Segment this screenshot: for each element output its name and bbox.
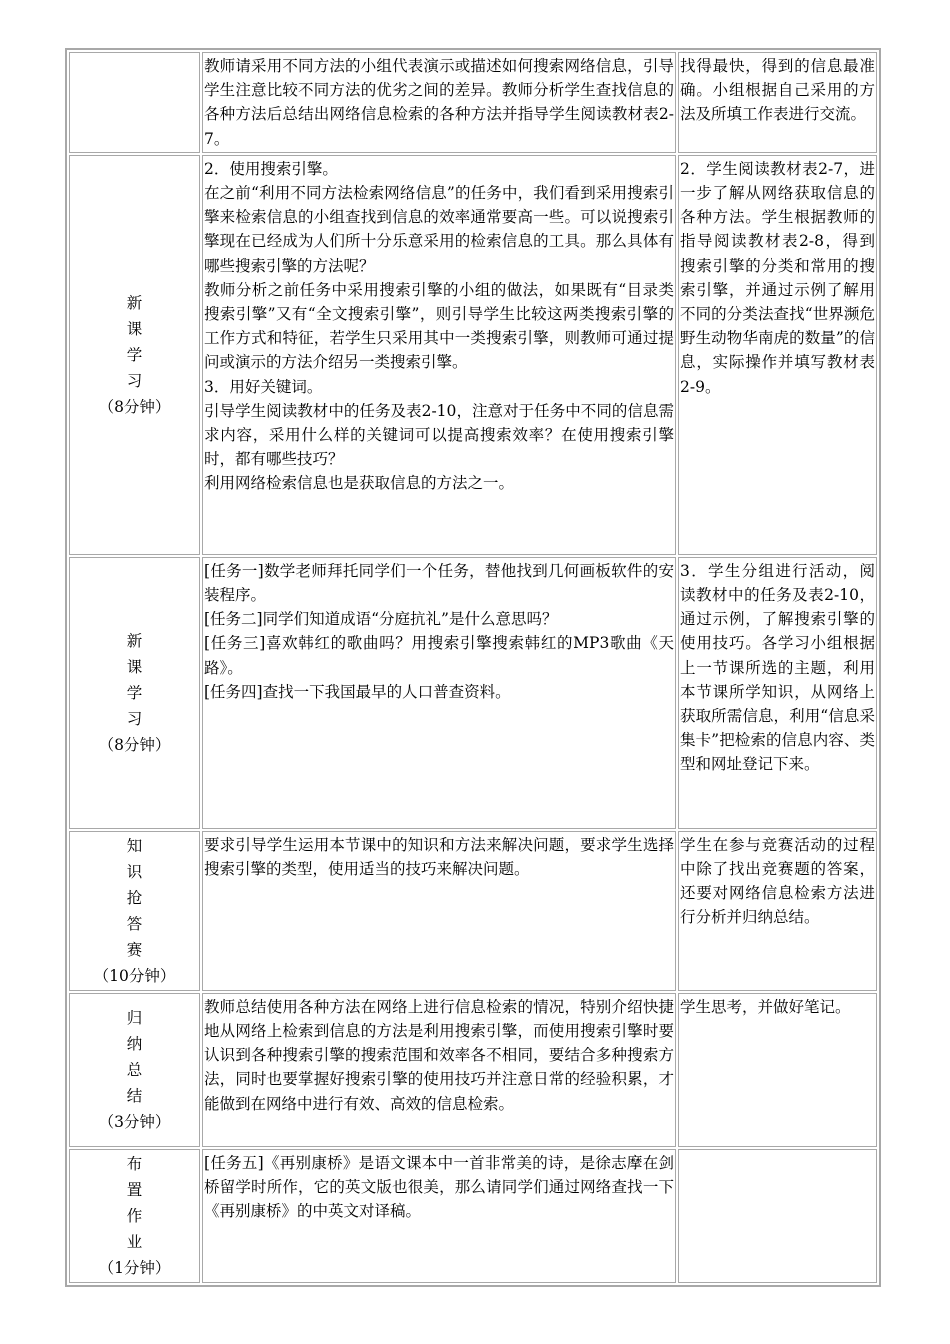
stage-char: 学 <box>126 345 143 364</box>
stage-cell <box>69 831 200 991</box>
stage-label <box>71 1151 198 1281</box>
stage-char: 新 <box>126 293 143 312</box>
student-activity-cell <box>678 993 877 1147</box>
teacher-activity-cell <box>202 993 676 1147</box>
teacher-paragraph: 3．用好关键词。 <box>204 377 323 396</box>
lesson-plan-table <box>65 48 881 1287</box>
teacher-activity-cell <box>202 52 676 153</box>
stage-cell <box>69 155 200 555</box>
stage-char: 纳 <box>126 1034 143 1053</box>
stage-cell <box>69 52 200 153</box>
stage-cell <box>69 993 200 1147</box>
teacher-paragraph: 要求引导学生运用本节课中的知识和方法来解决问题，要求学生选择搜索引擎的类型，使用适当的技巧来解决问题。 <box>204 835 674 879</box>
stage-duration: （8分钟） <box>98 735 171 754</box>
teacher-paragraph: 教师分析之前任务中采用搜索引擎的小组的做法，如果既有“目录类搜索引擎”又有“全文搜索引擎”，则引导学生比较这两类搜索引擎的工作方式和特征，若学生只采用其中一类搜索引擎，则教师可通过提问或演示的方法介绍另一类搜索引擎。 <box>204 280 674 372</box>
stage-duration: （10分钟） <box>93 966 176 985</box>
table-row <box>69 1149 877 1283</box>
table-row <box>69 831 877 991</box>
teacher-paragraph: 2．使用搜索引擎。 <box>204 159 338 178</box>
stage-char: 习 <box>126 709 143 728</box>
stage-label <box>71 833 198 989</box>
student-paragraph: 找得最快，得到的信息最准确。小组根据自己采用的方法及所填工作表进行交流。 <box>680 57 875 124</box>
stage-char: 课 <box>126 319 143 338</box>
student-paragraph: 学生思考，并做好笔记。 <box>680 997 851 1016</box>
stage-cell <box>69 557 200 829</box>
stage-char: 答 <box>126 914 143 933</box>
teacher-activity-cell <box>202 831 676 991</box>
student-paragraph: 学生在参与竞赛活动的过程中除了找出竞赛题的答案，还要对网络信息检索方法进行分析并归纳总结。 <box>680 835 875 927</box>
stage-char: 新 <box>126 631 143 650</box>
stage-duration: （3分钟） <box>98 1112 171 1131</box>
stage-char: 学 <box>126 683 143 702</box>
stage-char: 结 <box>126 1086 143 1105</box>
stage-char: 抢 <box>126 888 143 907</box>
teacher-paragraph: 教师请采用不同方法的小组代表演示或描述如何搜索网络信息，引导学生注意比较不同方法的优劣之间的差异。教师分析学生查找信息的各种方法后总结出网络信息检索的各种方法并指导学生阅读教材表2-7。 <box>204 57 674 148</box>
teacher-paragraph: [任务四]查找一下我国最早的人口普查资料。 <box>204 682 511 701</box>
teacher-activity-cell <box>202 155 676 555</box>
stage-char: 置 <box>126 1180 143 1199</box>
table-row <box>69 557 877 829</box>
stage-char: 布 <box>126 1154 143 1173</box>
stage-duration: （1分钟） <box>98 1258 171 1277</box>
stage-label <box>71 1005 198 1135</box>
teacher-paragraph: 利用网络检索信息也是获取信息的方法之一。 <box>204 474 515 493</box>
stage-cell <box>69 1149 200 1283</box>
table-row <box>69 993 877 1147</box>
student-activity-cell <box>678 52 877 153</box>
student-activity-cell <box>678 557 877 829</box>
stage-label <box>71 290 198 420</box>
student-activity-cell <box>678 831 877 991</box>
teacher-paragraph: 在之前“利用不同方法检索网络信息”的任务中，我们看到采用搜索引擎来检索信息的小组查找到信息的效率通常要高一些。可以说搜索引擎现在已经成为人们所十分乐意采用的检索信息的工具。那么具体有哪些搜索引擎的方法呢？ <box>204 184 674 275</box>
teacher-activity-cell <box>202 557 676 829</box>
teacher-activity-cell <box>202 1149 676 1283</box>
student-activity-cell <box>678 155 877 555</box>
teacher-paragraph: [任务五]《再别康桥》是语文课本中一首非常美的诗，是徐志摩在剑桥留学时所作，它的英文版也很美，那么请同学们通过网络查找一下《再别康桥》的中英文对译稿。 <box>204 1153 674 1221</box>
stage-char: 识 <box>126 862 143 881</box>
teacher-paragraph: [任务三]喜欢韩红的歌曲吗？用搜索引擎搜索韩红的MP3歌曲《天路》。 <box>204 634 674 677</box>
teacher-paragraph: [任务一]数学老师拜托同学们一个任务，替他找到几何画板软件的安装程序。 <box>204 561 674 605</box>
table-row <box>69 52 877 153</box>
student-activity-cell <box>678 1149 877 1283</box>
stage-char: 赛 <box>126 940 143 959</box>
stage-char: 总 <box>126 1060 143 1079</box>
stage-char: 归 <box>126 1008 143 1027</box>
lesson-plan-body <box>69 52 877 1283</box>
teacher-paragraph: 教师总结使用各种方法在网络上进行信息检索的情况，特别介绍快捷地从网络上检索到信息的方法是利用搜索引擎，而使用搜索引擎时要认识到各种搜索引擎的搜索范围和效率各不相同，要结合多种搜索方法，同时也要掌握好搜索引擎的使用技巧并注意日常的经验积累，才能做到在网络中进行有效、高效的信息检索。 <box>204 997 674 1113</box>
stage-duration: （8分钟） <box>98 397 171 416</box>
student-paragraph: 2．学生阅读教材表2-7，进一步了解从网络获取信息的各种方法。学生根据教师的指导阅读教材表2-8，得到搜索引擎的分类和常用的搜索引擎，并通过示例了解用不同的分类法查找“世界濒危野生动物华南虎的数量”的信息，实际操作并填写教材表2-9。 <box>680 159 875 396</box>
teacher-paragraph: 引导学生阅读教材中的任务及表2-10，注意对于任务中不同的信息需求内容，采用什么样的关键词可以提高搜索效率？在使用搜索引擎时，都有哪些技巧？ <box>204 401 674 469</box>
student-paragraph: 3．学生分组进行活动，阅读教材中的任务及表2-10，通过示例，了解搜索引擎的使用技巧。各学习小组根据上一节课所选的主题，利用本节课所学知识，从网络上获取所需信息，利用“信息采集卡”把检索的信息内容、类型和网址登记下来。 <box>680 561 875 774</box>
stage-char: 知 <box>126 836 143 855</box>
stage-label <box>71 628 198 758</box>
teacher-paragraph: [任务二]同学们知道成语“分庭抗礼”是什么意思吗？ <box>204 610 558 629</box>
stage-char: 习 <box>126 371 143 390</box>
stage-char: 课 <box>126 657 143 676</box>
stage-char: 作 <box>126 1206 143 1225</box>
stage-char: 业 <box>126 1232 143 1251</box>
table-row <box>69 155 877 555</box>
